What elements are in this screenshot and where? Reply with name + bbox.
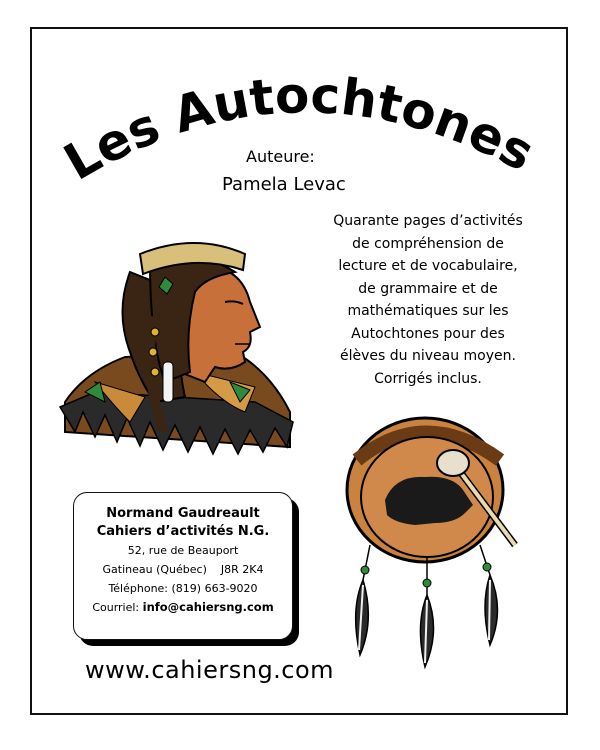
author-name: Pamela Levac [222, 174, 346, 195]
website-link[interactable]: www.cahiersng.com [85, 656, 335, 684]
contact-company: Cahiers d’activités N.G. [96, 524, 270, 539]
contact-phone: Téléphone: (819) 663-9020 [108, 582, 258, 595]
cover-title [36, 40, 556, 190]
description-line: de grammaire et de [358, 280, 498, 297]
contact-email[interactable]: info@cahiersng.com [142, 600, 274, 614]
contact-city: Gatineau (Québec) [102, 563, 207, 576]
contact-email-line [74, 598, 292, 617]
contact-city-line [74, 560, 292, 579]
contact-street: 52, rue de Beauport [127, 544, 239, 557]
contact-postal: J8R 2K4 [220, 563, 264, 576]
description-line: lecture et de vocabulaire, [338, 258, 518, 274]
description-line: élèves du niveau moyen. [340, 348, 516, 364]
native-chief-icon [55, 232, 295, 477]
description [320, 210, 536, 390]
contact-email-label: Courriel: [92, 601, 140, 614]
author-label: Auteure: [246, 147, 315, 166]
contact-name: Normand Gaudreault [106, 506, 260, 521]
svg-text:Les Autochtones: Les Autochtones [54, 66, 544, 190]
contact-box [73, 492, 293, 640]
drum-dreamcatcher-icon [345, 405, 545, 675]
description-line: de compréhension de [352, 235, 504, 252]
description-line: Quarante pages d’activités [333, 213, 523, 229]
description-line: mathématiques sur les [347, 303, 509, 319]
description-line: Corrigés inclus. [374, 370, 482, 387]
description-line: Autochtones pour des [351, 325, 505, 342]
